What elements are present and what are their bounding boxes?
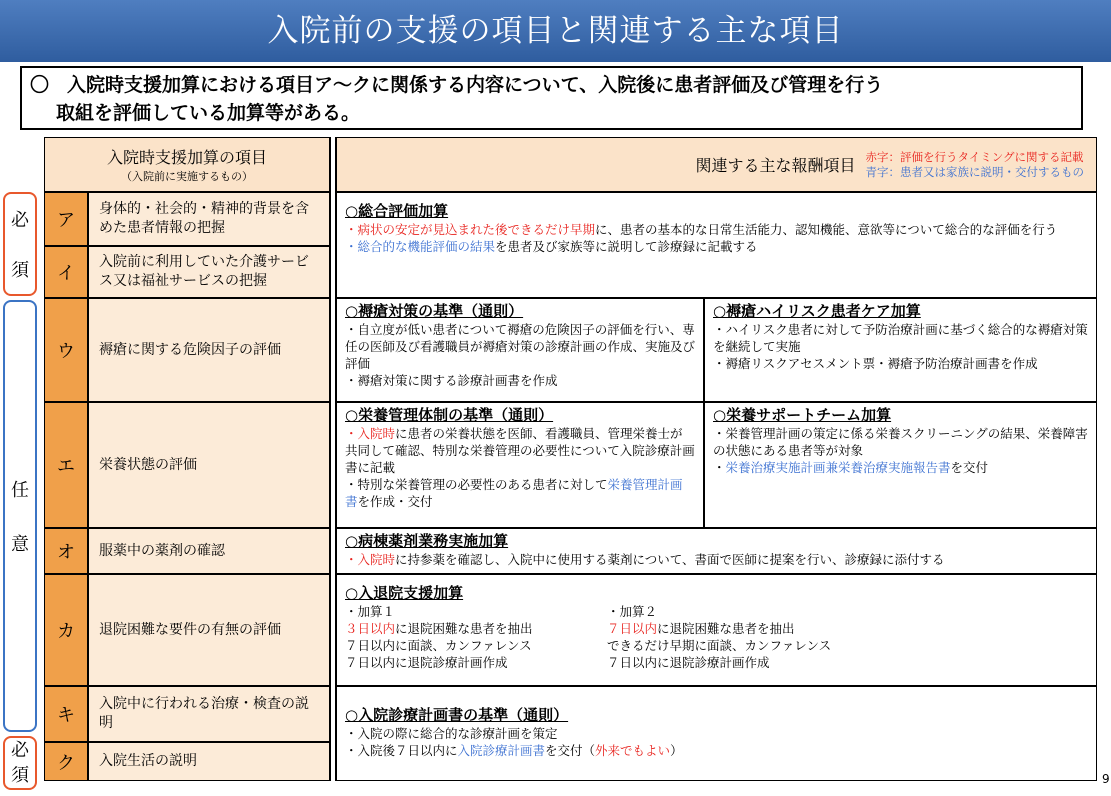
sogo-red: ・病状の安定が見込まれた後できるだけ早期	[345, 222, 596, 237]
support-table	[44, 137, 1097, 781]
taiin-c2-l1: に退院困難な患者を抽出	[657, 621, 795, 636]
row-letter-u: ウ	[44, 298, 88, 402]
nyuin-keikaku-l1: ・入院の際に総合的な診療計画を策定	[345, 726, 558, 741]
required-char-1: 必	[11, 210, 29, 231]
eiyo-kijun-l2-post: を作成・交付	[357, 494, 433, 509]
related-taiin	[336, 574, 1097, 686]
header-left	[44, 137, 330, 192]
header-right	[336, 137, 1097, 192]
taiin-c2-head: ・加算２	[607, 604, 658, 619]
jokuso-kijun-title: ○褥瘡対策の基準（通則）	[345, 302, 524, 320]
eiyo-kijun-title: ○栄養管理体制の基準（通則）	[345, 406, 554, 424]
yakuzai-l1: に持参薬を確認し、入院中に使用する薬剤について、書面で医師に提案を行い、診療録に添付する	[395, 552, 945, 567]
yakuzai-red: ・入院時	[345, 552, 396, 567]
page-title: 入院前の支援の項目と関連する主な項目	[0, 0, 1111, 62]
taiin-c1-head: ・加算１	[345, 604, 396, 619]
related-eiyo-kijun	[336, 402, 704, 528]
taiin-c1-l2: ７日以内に面談、カンファレンス	[345, 638, 532, 653]
nyuin-keikaku-l2-mid: を交付（	[545, 743, 596, 758]
nyuin-keikaku-title: ○入院診療計画書の基準（通則）	[345, 706, 569, 724]
row-item-ki: 入院中に行われる治療・検査の説明	[88, 686, 330, 742]
row-letter-i: イ	[44, 246, 88, 298]
required-char-3: 必	[11, 739, 29, 761]
header-left-subtitle: （入院前に実施するもの）	[121, 170, 253, 183]
related-jokuso-kijun	[336, 298, 704, 402]
eiyo-support-title: ○栄養サポートチーム加算	[713, 406, 892, 424]
taiin-c1-l1: に退院困難な患者を抽出	[395, 621, 533, 636]
row-item-a: 身体的・社会的・精神的背景を含めた患者情報の把握	[88, 192, 330, 246]
taiin-c2-l2: できるだけ早期に面談、カンファレンス	[607, 638, 832, 653]
taiin-c1-red: ３日以内	[345, 621, 396, 636]
related-eiyo-support	[704, 402, 1097, 528]
jokuso-high-l1: ・ハイリスク患者に対して予防治療計画に基づく総合的な褥瘡対策を継続して実施	[713, 322, 1088, 354]
required-label-top	[3, 192, 37, 296]
summary-bullet: 〇	[30, 74, 50, 96]
row-letter-ka: カ	[44, 574, 88, 686]
summary-line-2: 取組を評価している加算等がある。	[56, 102, 361, 124]
legend-red: 赤字：評価を行うタイミングに関する記載	[865, 149, 1084, 164]
row-item-i: 入院前に利用していた介護サービス又は福祉サービスの把握	[88, 246, 330, 298]
taiin-c2-red: ７日以内	[607, 621, 658, 636]
nyuin-keikaku-l2-post: ）	[670, 743, 683, 758]
summary-box	[20, 66, 1083, 130]
required-char-4: 須	[11, 764, 29, 786]
jokuso-kijun-l1: ・自立度が低い患者について褥瘡の危険因子の評価を行い、専任の医師及び看護職員が褥瘡対策の診療計画の作成、実施及び評価	[345, 322, 696, 371]
eiyo-support-l1: ・栄養管理計画の策定に係る栄養スクリーニングの結果、栄養障害の状態にある患者等が対象	[713, 426, 1088, 458]
row-letter-ki: キ	[44, 686, 88, 742]
eiyo-kijun-red: ・入院時	[345, 426, 396, 441]
taiin-col1	[345, 603, 607, 671]
header-left-title: 入院時支援加算の項目	[106, 148, 267, 167]
taiin-c1-l3: ７日以内に退院診療計画作成	[345, 655, 508, 670]
row-item-ku: 入院生活の説明	[88, 742, 330, 781]
jokuso-kijun-l2: ・褥瘡対策に関する診療計画書を作成	[345, 373, 558, 388]
required-label-bottom	[3, 736, 37, 790]
eiyo-support-l2-post: を交付	[950, 460, 989, 475]
row-letter-ku: ク	[44, 742, 88, 781]
eiyo-kijun-l2-pre: ・特別な栄養管理の必要性のある患者に対して	[345, 477, 608, 492]
sogo-l1: に、患者の基本的な日常生活能力、認知機能、意欲等について総合的な評価を行う	[595, 222, 1058, 237]
eiyo-support-blue: 栄養治療実施計画兼栄養治療実施報告書	[725, 460, 951, 475]
row-item-ka: 退院困難な要件の有無の評価	[88, 574, 330, 686]
nyuin-keikaku-blue: 入院診療計画書	[457, 743, 546, 758]
optional-label	[3, 300, 37, 732]
nyuin-keikaku-l2-pre: ・入院後７日以内に	[345, 743, 458, 758]
row-item-o: 服薬中の薬剤の確認	[88, 528, 330, 574]
taiin-c2-l3: ７日以内に退院診療計画作成	[607, 655, 770, 670]
yakuzai-title: ○病棟薬剤業務実施加算	[345, 532, 509, 550]
eiyo-kijun-l1: に患者の栄養状態を医師、看護職員、管理栄養士が共同して確認、特別な栄養管理の必要性について入院診療計画書に記載	[345, 426, 695, 475]
required-char-2: 須	[11, 260, 29, 281]
eiyo-kijun-blue: 栄養管理計画書	[345, 477, 683, 509]
related-sogo	[336, 192, 1097, 298]
sogo-l2: を患者及び家族等に説明して診療録に記載する	[495, 239, 758, 254]
optional-char-2: 意	[11, 534, 29, 555]
header-right-title: 関連する主な報酬項目	[695, 156, 856, 175]
related-yakuzai	[336, 528, 1097, 574]
row-letter-o: オ	[44, 528, 88, 574]
row-item-u: 褥瘡に関する危険因子の評価	[88, 298, 330, 402]
jokuso-high-title: ○褥瘡ハイリスク患者ケア加算	[713, 302, 921, 320]
row-item-e: 栄養状態の評価	[88, 402, 330, 528]
sogo-title: ○総合評価加算	[345, 202, 449, 220]
legend-blue: 青字：患者又は家族に説明・交付するもの	[865, 164, 1084, 179]
row-letter-e: エ	[44, 402, 88, 528]
summary-line-1: 入院時支援加算における項目ア～クに関係する内容について、入院後に患者評価及び管理を行う	[67, 74, 884, 96]
nyuin-keikaku-red: 外来でもよい	[595, 743, 671, 758]
taiin-col2	[607, 603, 1088, 671]
row-letter-a: ア	[44, 192, 88, 246]
taiin-title: ○入退院支援加算	[345, 584, 464, 602]
jokuso-high-l2: ・褥瘡リスクアセスメント票・褥瘡予防治療計画書を作成	[713, 356, 1038, 371]
optional-char-1: 任	[11, 480, 29, 501]
sogo-blue: ・総合的な機能評価の結果	[345, 239, 496, 254]
legend	[866, 150, 1085, 180]
related-nyuin-keikaku	[336, 686, 1097, 781]
related-jokuso-high	[704, 298, 1097, 402]
page-number: 9	[1102, 772, 1110, 786]
eiyo-support-l2-pre: ・	[713, 460, 726, 475]
